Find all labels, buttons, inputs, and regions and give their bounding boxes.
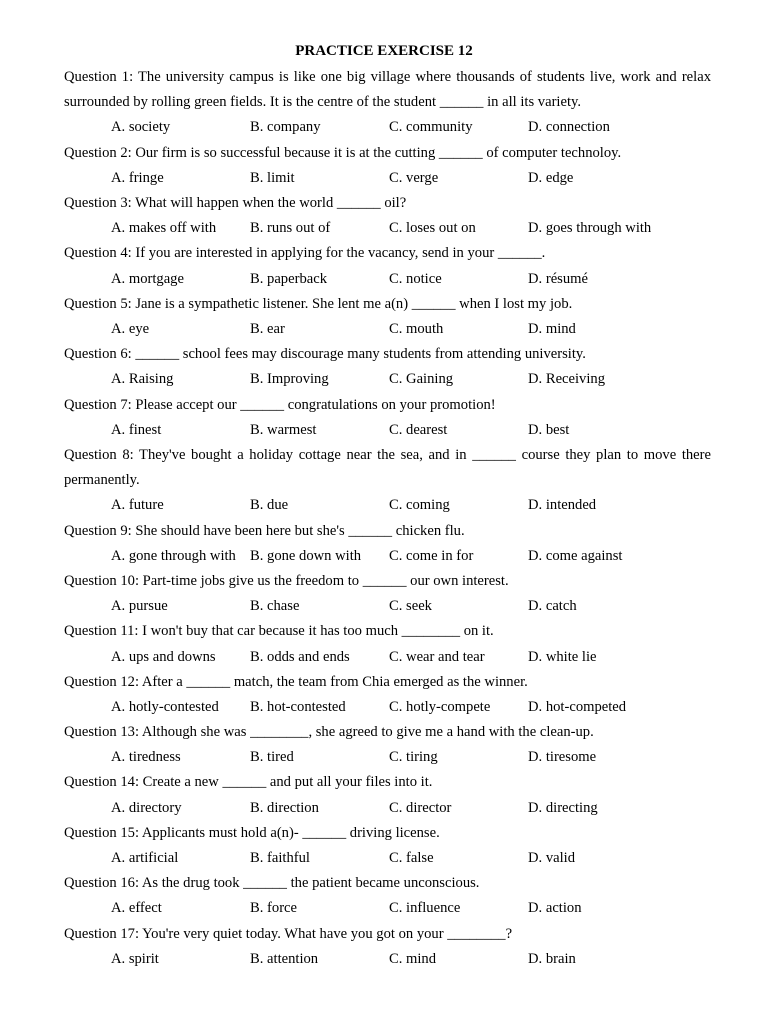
answer-option-c: C. come in for xyxy=(389,547,474,564)
question-list xyxy=(64,65,711,972)
answer-option-d: D. white lie xyxy=(528,648,597,665)
answer-option-c: C. loses out on xyxy=(389,220,476,237)
question-item xyxy=(64,670,711,720)
answer-options xyxy=(64,947,711,972)
answer-option-d: D. tiresome xyxy=(528,749,597,766)
question-item xyxy=(64,871,711,921)
answer-option-c: C. seek xyxy=(389,598,432,615)
answer-option-b: B. tired xyxy=(250,749,294,766)
question-item xyxy=(64,569,711,619)
answer-option-d: D. mind xyxy=(528,320,576,337)
answer-option-d: D. catch xyxy=(528,598,577,615)
question-stem: Question 6: ______ school fees may discourage many students from attending university. xyxy=(64,346,586,363)
answer-option-b: B. gone down with xyxy=(250,547,362,564)
answer-option-b: B. force xyxy=(250,900,298,917)
answer-options xyxy=(64,745,711,770)
answer-option-b: B. direction xyxy=(250,799,319,816)
answer-option-a: A. ups and downs xyxy=(111,648,216,665)
answer-option-d: D. connection xyxy=(528,119,610,136)
answer-options xyxy=(64,695,711,720)
answer-options xyxy=(64,896,711,921)
answer-options xyxy=(64,544,711,569)
question-stem: Question 16: As the drug took ______ the patient became unconscious. xyxy=(64,875,480,892)
answer-option-a: A. finest xyxy=(111,421,162,438)
answer-option-b: B. limit xyxy=(250,169,295,186)
answer-option-a: A. future xyxy=(111,497,164,514)
answer-option-b: B. Improving xyxy=(250,371,329,388)
question-item xyxy=(64,720,711,770)
answer-option-a: A. pursue xyxy=(111,598,168,615)
question-stem: Question 14: Create a new ______ and put all your files into it. xyxy=(64,774,433,791)
question-stem: Question 9: She should have been here but she's ______ chicken flu. xyxy=(64,522,465,539)
answer-option-c: C. Gaining xyxy=(389,371,454,388)
answer-option-d: D. goes through with xyxy=(528,220,652,237)
answer-option-c: C. notice xyxy=(389,270,442,287)
answer-option-d: D. hot-competed xyxy=(528,698,627,715)
answer-option-b: B. hot-contested xyxy=(250,698,346,715)
answer-option-c: C. director xyxy=(389,799,452,816)
answer-options xyxy=(64,115,711,140)
question-item xyxy=(64,342,711,392)
answer-option-a: A. mortgage xyxy=(111,270,184,287)
answer-option-d: D. best xyxy=(528,421,570,438)
question-item xyxy=(64,393,711,443)
answer-option-d: D. come against xyxy=(528,547,623,564)
question-stem: Question 5: Jane is a sympathetic listener. She lent me a(n) ______ when I lost my job. xyxy=(64,295,573,312)
answer-options xyxy=(64,493,711,518)
answer-option-b: B. attention xyxy=(250,950,319,967)
question-stem: Question 11: I won't buy that car because it has too much ________ on it. xyxy=(64,623,494,640)
answer-option-a: A. directory xyxy=(111,799,182,816)
answer-option-b: B. chase xyxy=(250,598,300,615)
answer-option-a: A. effect xyxy=(111,900,162,917)
question-stem: Question 17: You're very quiet today. What have you got on your ________? xyxy=(64,925,513,942)
answer-option-c: C. coming xyxy=(389,497,450,514)
question-stem: Question 8: They've bought a holiday cottage near the sea, and in ______ course they plan to move there permanently. xyxy=(64,446,711,489)
answer-options xyxy=(64,367,711,392)
answer-option-a: A. tiredness xyxy=(111,749,181,766)
answer-option-c: C. hotly-compete xyxy=(389,698,491,715)
answer-option-c: C. community xyxy=(389,119,473,136)
answer-option-c: C. dearest xyxy=(389,421,448,438)
answer-option-d: D. valid xyxy=(528,850,576,867)
answer-options xyxy=(64,166,711,191)
answer-option-c: C. wear and tear xyxy=(389,648,485,665)
answer-option-a: A. gone through with xyxy=(111,547,236,564)
answer-option-b: B. company xyxy=(250,119,321,136)
answer-options xyxy=(64,846,711,871)
answer-option-c: C. tiring xyxy=(389,749,438,766)
answer-options xyxy=(64,796,711,821)
answer-option-b: B. runs out of xyxy=(250,220,331,237)
answer-option-c: C. influence xyxy=(389,900,461,917)
question-stem: Question 7: Please accept our ______ congratulations on your promotion! xyxy=(64,396,496,413)
answer-option-b: B. faithful xyxy=(250,850,310,867)
answer-option-d: D. directing xyxy=(528,799,598,816)
question-item xyxy=(64,141,711,191)
answer-option-a: A. eye xyxy=(111,320,150,337)
answer-option-c: C. mouth xyxy=(389,320,444,337)
answer-options xyxy=(64,645,711,670)
question-item xyxy=(64,619,711,669)
answer-option-a: A. society xyxy=(111,119,171,136)
answer-option-d: D. résumé xyxy=(528,270,588,287)
answer-option-b: B. odds and ends xyxy=(250,648,350,665)
answer-option-b: B. ear xyxy=(250,320,285,337)
answer-option-c: C. false xyxy=(389,850,434,867)
question-item xyxy=(64,241,711,291)
answer-option-d: D. Receiving xyxy=(528,371,606,388)
question-stem: Question 12: After a ______ match, the team from Chia emerged as the winner. xyxy=(64,673,528,690)
answer-option-b: B. paperback xyxy=(250,270,327,287)
answer-options xyxy=(64,267,711,292)
answer-option-d: D. brain xyxy=(528,950,576,967)
answer-option-a: A. spirit xyxy=(111,950,159,967)
answer-option-b: B. warmest xyxy=(250,421,317,438)
page-title: PRACTICE EXERCISE 12 xyxy=(295,43,473,59)
question-stem: Question 13: Although she was ________, she agreed to give me a hand with the clean-up. xyxy=(64,724,594,741)
answer-option-d: D. action xyxy=(528,900,582,917)
answer-options xyxy=(64,418,711,443)
answer-option-d: D. edge xyxy=(528,169,574,186)
answer-option-c: C. verge xyxy=(389,169,439,186)
question-stem: Question 15: Applicants must hold a(n)- ______ driving license. xyxy=(64,824,440,841)
answer-option-a: A. makes off with xyxy=(111,220,217,237)
question-item xyxy=(64,292,711,342)
question-stem: Question 10: Part-time jobs give us the freedom to ______ our own interest. xyxy=(64,572,509,589)
answer-options xyxy=(64,594,711,619)
answer-option-c: C. mind xyxy=(389,950,437,967)
question-item xyxy=(64,821,711,871)
answer-option-a: A. fringe xyxy=(111,169,164,186)
question-item xyxy=(64,443,711,519)
question-stem: Question 3: What will happen when the world ______ oil? xyxy=(64,194,407,211)
answer-options xyxy=(64,317,711,342)
question-stem: Question 4: If you are interested in applying for the vacancy, send in your ______. xyxy=(64,245,546,262)
question-stem: Question 1: The university campus is like one big village where thousands of students live, work and relax surrounded by rolling green fields. It is the centre of the student ______ in all its variety. xyxy=(64,69,711,111)
answer-option-b: B. due xyxy=(250,497,289,514)
answer-options xyxy=(64,216,711,241)
answer-option-d: D. intended xyxy=(528,497,597,514)
question-item xyxy=(64,519,711,569)
question-item xyxy=(64,191,711,241)
question-item xyxy=(64,922,711,972)
answer-option-a: A. artificial xyxy=(111,850,179,867)
question-stem: Question 2: Our firm is so successful because it is at the cutting ______ of computer technoloy. xyxy=(64,144,622,161)
answer-option-a: A. Raising xyxy=(111,371,174,388)
answer-option-a: A. hotly-contested xyxy=(111,698,219,715)
question-item xyxy=(64,65,711,141)
question-item xyxy=(64,770,711,820)
